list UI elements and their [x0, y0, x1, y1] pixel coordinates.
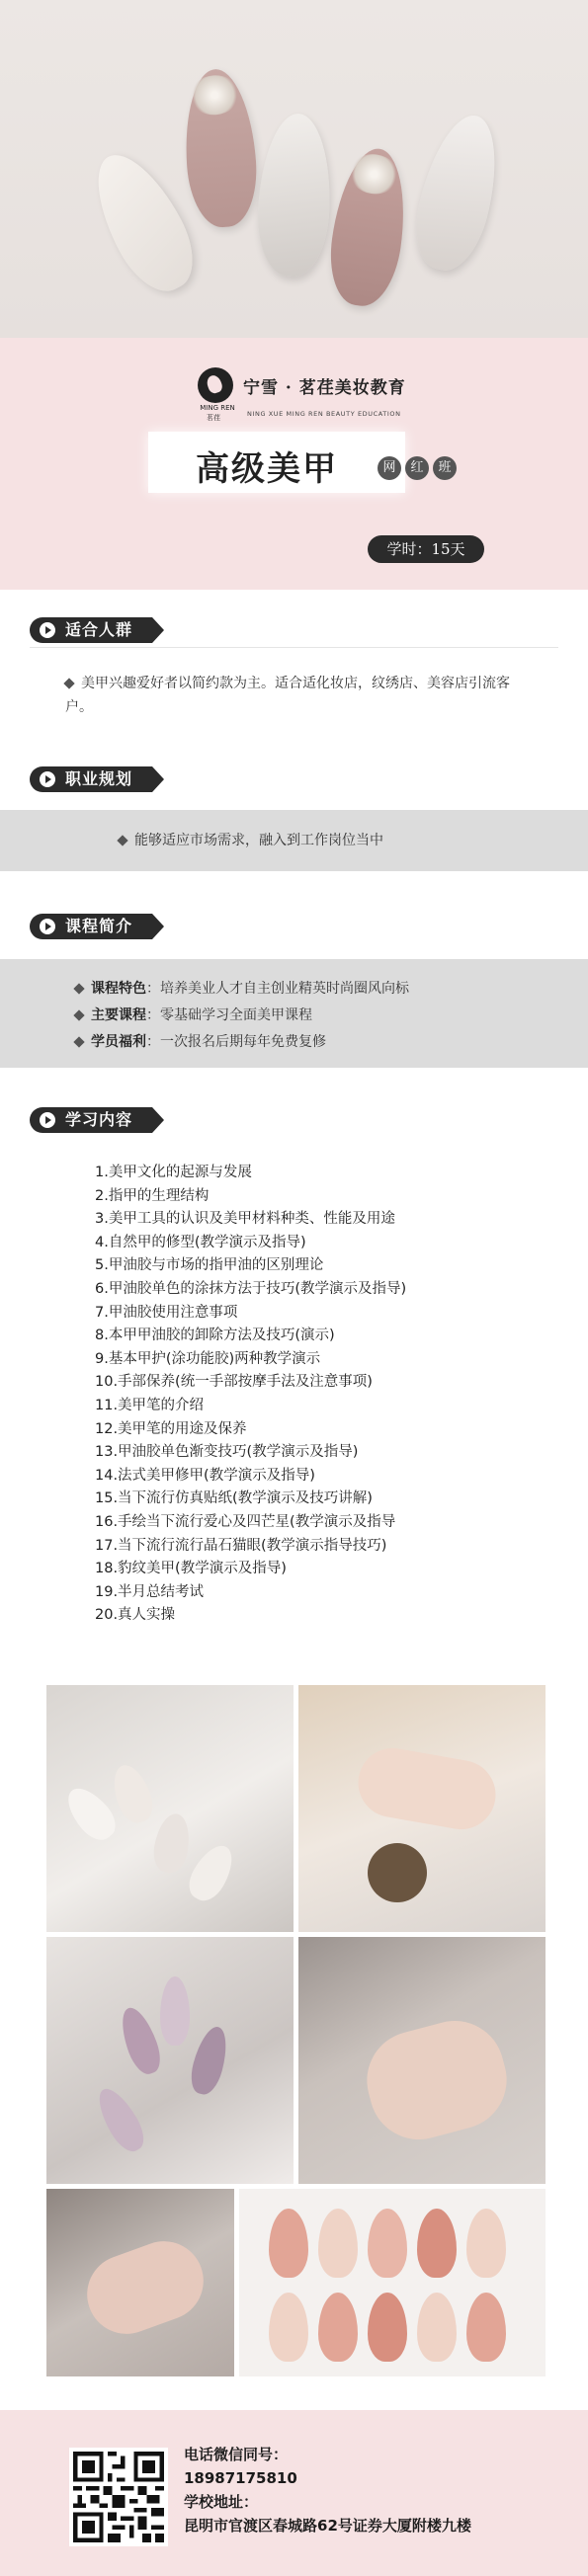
address-label: 学校地址： — [184, 2493, 259, 2511]
contact-info — [184, 2443, 471, 2537]
brand-name: 宁雪 · 茗荏美妆教育 — [243, 377, 406, 398]
intro-label: 课程特色 — [91, 981, 146, 997]
content-list-item: 10.手部保养(统一手部按摩手法及注意事项) — [95, 1374, 373, 1391]
nail-tip — [255, 112, 335, 279]
arrow-right-icon — [40, 622, 55, 638]
career-text — [119, 829, 383, 852]
hero-nail-photo — [0, 0, 588, 338]
brand-name-en: NING XUE MING REN BEAUTY EDUCATION — [247, 410, 401, 418]
intro-value: 零基础学习全面美甲课程 — [160, 1007, 312, 1023]
content-list-item: 8.本甲甲油胶的卸除方法及技巧(演示) — [95, 1328, 335, 1344]
section-heading-content — [30, 1107, 152, 1133]
content-list-item: 14.法式美甲修甲(教学演示及指导) — [95, 1467, 315, 1484]
nail-tip — [181, 67, 261, 229]
intro-value: 一次报名后期每年免费复修 — [160, 1034, 326, 1050]
nail-photo — [239, 2189, 546, 2376]
tag-badge: 班 — [433, 456, 457, 480]
colon: ： — [146, 1007, 160, 1023]
arrow-right-icon — [40, 1112, 55, 1128]
colon: ： — [146, 981, 160, 997]
section-title: 课程简介 — [65, 917, 133, 935]
content-list-item: 11.美甲笔的介绍 — [95, 1397, 205, 1413]
divider — [30, 647, 558, 648]
logo-text: MING REN — [200, 404, 235, 412]
address: 昆明市官渡区春城路62号证券大厦附楼九楼 — [184, 2517, 471, 2535]
arrow-right-icon — [40, 771, 55, 787]
qr-code[interactable] — [69, 2448, 168, 2546]
logo-icon — [198, 367, 233, 403]
intro-item — [75, 1004, 312, 1027]
section-title: 职业规划 — [65, 769, 133, 788]
content-list-item: 2.指甲的生理结构 — [95, 1187, 210, 1204]
diamond-bullet-icon — [73, 1009, 84, 1020]
intro-label: 主要课程 — [91, 1007, 146, 1023]
audience-description: 美甲兴趣爱好者以简约款为主。适合适化妆店，纹绣店、美容店引流客户。 — [65, 676, 510, 715]
diamond-bullet-icon — [117, 835, 127, 845]
section-heading-intro — [30, 914, 152, 939]
audience-text — [65, 672, 530, 719]
intro-value: 培养美业人才自主创业精英时尚圈风向标 — [160, 981, 409, 997]
content-list-item: 18.豹纹美甲(教学演示及指导) — [95, 1561, 287, 1577]
career-description: 能够适应市场需求，融入到工作岗位当中 — [134, 833, 383, 848]
nail-photo — [46, 1685, 294, 1932]
nail-photo — [298, 1937, 546, 2184]
section-heading-career — [30, 766, 152, 792]
nail-tip — [323, 144, 414, 310]
content-list-item: 16.手绘当下流行爱心及四芒星(教学演示及指导 — [95, 1513, 396, 1530]
tag-badge: 网 — [378, 456, 401, 480]
intro-label: 学员福利 — [91, 1034, 146, 1050]
logo-text-cn: 茗荏 — [207, 414, 220, 422]
content-list-item: 19.半月总结考试 — [95, 1583, 205, 1600]
content-list-item: 13.甲油胶单色渐变技巧(教学演示及指导) — [95, 1444, 359, 1461]
content-list-item: 6.甲油胶单色的涂抹方法于技巧(教学演示及指导) — [95, 1280, 407, 1297]
tag-badge: 红 — [405, 456, 429, 480]
diamond-bullet-icon — [63, 678, 74, 688]
brand-logo — [198, 367, 406, 403]
nail-photo — [298, 1685, 546, 1932]
content-list-item: 3.美甲工具的认识及美甲材料种类、性能及用途 — [95, 1211, 395, 1228]
section-heading-audience — [30, 617, 152, 643]
hours-badge: 学时：15天 — [368, 535, 484, 563]
page-title: 高级美甲 — [196, 449, 338, 489]
section-title: 学习内容 — [65, 1110, 133, 1129]
content-list-item: 15.当下流行仿真贴纸(教学演示及技巧讲解) — [95, 1490, 373, 1507]
content-list-item: 1.美甲文化的起源与发展 — [95, 1165, 252, 1180]
section-title: 适合人群 — [65, 620, 133, 639]
nail-photo — [46, 1937, 294, 2184]
content-list-item: 17.当下流行流行晶石猫眼(教学演示指导技巧) — [95, 1537, 387, 1554]
content-list-item: 5.甲油胶与市场的指甲油的区别理论 — [95, 1257, 324, 1274]
content-list-item: 7.甲油胶使用注意事项 — [95, 1304, 238, 1321]
phone-label: 电话微信同号： — [184, 2446, 289, 2463]
content-list-item: 12.美甲笔的用途及保养 — [95, 1420, 247, 1437]
content-list-item: 4.自然甲的修型(教学演示及指导) — [95, 1234, 306, 1250]
colon: ： — [146, 1034, 160, 1050]
nail-photo — [46, 2189, 234, 2376]
content-list-item: 20.真人实操 — [95, 1607, 176, 1624]
content-list — [95, 1162, 406, 1628]
nail-tip — [405, 108, 511, 278]
arrow-right-icon — [40, 919, 55, 934]
diamond-bullet-icon — [73, 983, 84, 994]
phone-number[interactable]: 18987175810 — [184, 2469, 297, 2487]
diamond-bullet-icon — [73, 1036, 84, 1047]
content-list-item: 9.基本甲护(涂功能胶)两种教学演示 — [95, 1350, 321, 1367]
intro-item — [75, 1030, 326, 1054]
intro-item — [75, 977, 409, 1001]
